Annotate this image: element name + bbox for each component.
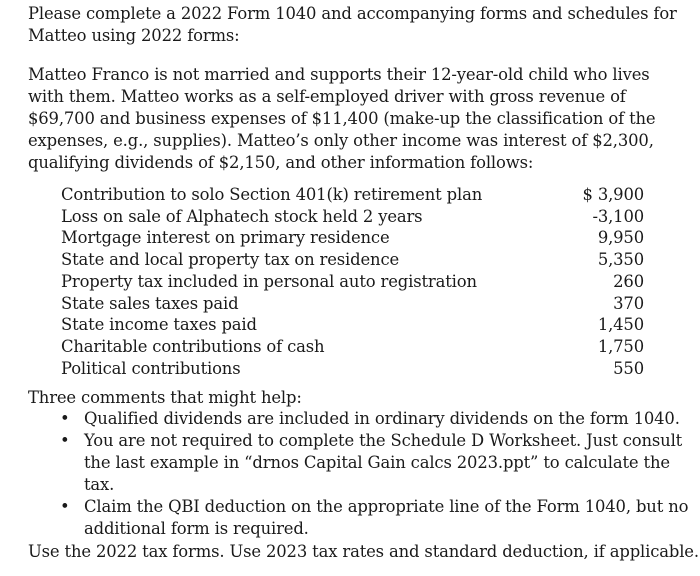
table-row — [61, 249, 647, 271]
item-amount: 550 — [613, 358, 644, 378]
item-label: Charitable contributions of cash — [61, 336, 325, 356]
table-row — [61, 271, 647, 293]
item-amount: 9,950 — [597, 228, 644, 248]
item-amount: $ 3,900 — [582, 185, 644, 204]
bullet-icon: • — [60, 431, 70, 450]
item-amount: 260 — [613, 271, 644, 291]
table-row — [61, 314, 647, 336]
list-item — [0, 496, 700, 540]
list-item — [0, 430, 700, 496]
bullet-icon: • — [60, 497, 70, 516]
item-amount: -3,100 — [592, 206, 644, 226]
item-label: State and local property tax on residence — [61, 250, 400, 270]
item-label: Mortgage interest on primary residence — [61, 228, 390, 248]
item-amount: 5,350 — [597, 250, 644, 270]
item-label: State income taxes paid — [61, 315, 257, 335]
table-row — [61, 358, 647, 380]
financial-items-table — [61, 184, 647, 379]
item-label: Loss on sale of Alphatech stock held 2 years — [61, 206, 423, 226]
item-amount: 1,450 — [597, 315, 644, 335]
list-item — [0, 408, 700, 430]
comment-text: You are not required to complete the Schedule D Worksheet. Just consult the last example in “drnos Capital Gain calcs 2023.ppt” to calculate the tax. — [84, 431, 683, 494]
description-paragraph: Matteo Franco is not married and supports their 12-year-old child who lives with them. Matteo works as a self-employed driver with gross revenue of $69,700 and business expenses of $11,400 (make-up the classification of the expenses, e.g., supplies). Matteo’s only other income was interest of $2,300, qualifying dividends of $2,150, and other information follows: — [28, 65, 656, 172]
comments-list — [0, 408, 700, 540]
item-label: Contribution to solo Section 401(k) retirement plan — [61, 185, 483, 204]
item-label: Political contributions — [61, 358, 241, 378]
item-label: Property tax included in personal auto registration — [61, 271, 477, 291]
intro-paragraph: Please complete a 2022 Form 1040 and accompanying forms and schedules for Matteo using 2022 forms: — [28, 4, 677, 45]
bullet-icon: • — [60, 409, 70, 428]
table-row — [61, 336, 647, 358]
item-amount: 370 — [613, 293, 644, 313]
table-row — [61, 293, 647, 315]
item-amount: 1,750 — [597, 336, 644, 356]
table-row — [61, 184, 647, 206]
table-row — [61, 227, 647, 249]
comment-text: Qualified dividends are included in ordinary dividends on the form 1040. — [84, 409, 680, 428]
help-heading: Three comments that might help: — [28, 388, 302, 407]
closing-paragraph: Use the 2022 tax forms. Use 2023 tax rates and standard deduction, if applicable. — [28, 542, 699, 561]
table-row — [61, 206, 647, 228]
item-label: State sales taxes paid — [61, 293, 239, 313]
comment-text: Claim the QBI deduction on the appropriate line of the Form 1040, but no additional form is required. — [84, 497, 689, 538]
